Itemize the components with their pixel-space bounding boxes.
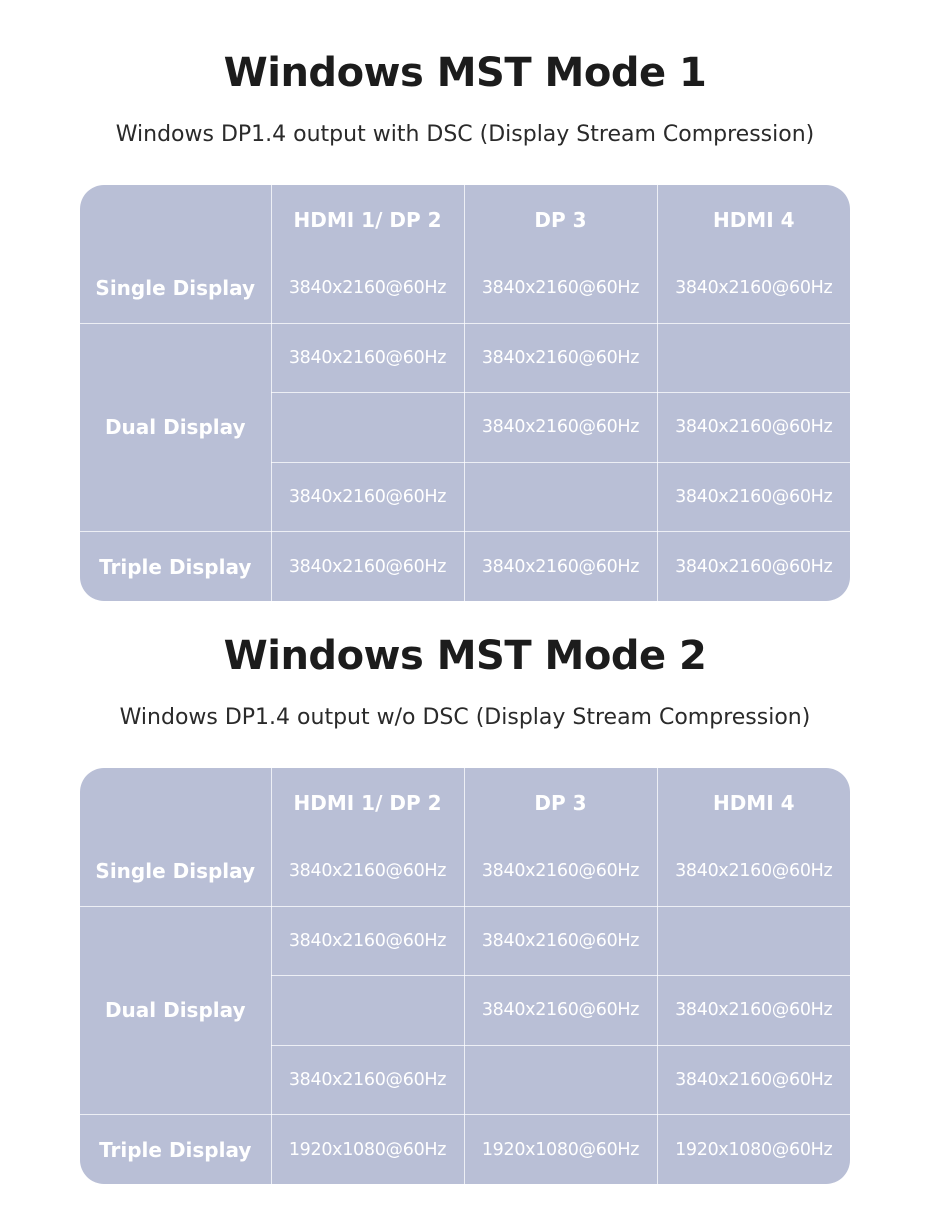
table-cell: 3840x2160@60Hz	[657, 532, 850, 601]
column-header-hdmi1-dp2: HDMI 1/ DP 2	[271, 768, 464, 837]
table-row	[80, 532, 850, 601]
table-header-row	[80, 185, 850, 254]
table-cell: 3840x2160@60Hz	[464, 976, 657, 1045]
mode-1-title: Windows MST Mode 1	[223, 50, 707, 96]
mode-2-subtitle: Windows DP1.4 output w/o DSC (Display Stream Compression)	[119, 705, 811, 730]
table-cell	[464, 1045, 657, 1114]
mode-2-title: Windows MST Mode 2	[223, 633, 707, 679]
table-cell: 3840x2160@60Hz	[657, 1045, 850, 1114]
column-header-hdmi4: HDMI 4	[657, 768, 850, 837]
table-cell: 3840x2160@60Hz	[464, 323, 657, 392]
table-cell: 1920x1080@60Hz	[464, 1115, 657, 1184]
table-cell: 3840x2160@60Hz	[271, 906, 464, 975]
table-row	[80, 837, 850, 906]
table-cell: 3840x2160@60Hz	[657, 462, 850, 531]
table-cell	[464, 462, 657, 531]
table-cell: 3840x2160@60Hz	[271, 532, 464, 601]
table-cell: 1920x1080@60Hz	[271, 1115, 464, 1184]
row-label-single-display: Single Display	[80, 254, 271, 323]
table-row	[80, 254, 850, 323]
table-cell: 3840x2160@60Hz	[464, 837, 657, 906]
table-cell: 3840x2160@60Hz	[464, 393, 657, 462]
column-header-hdmi1-dp2: HDMI 1/ DP 2	[271, 185, 464, 254]
table-cell: 3840x2160@60Hz	[271, 323, 464, 392]
corner-cell	[80, 768, 271, 837]
table-cell: 3840x2160@60Hz	[464, 906, 657, 975]
table-cell: 3840x2160@60Hz	[464, 532, 657, 601]
table-cell: 3840x2160@60Hz	[271, 462, 464, 531]
table-cell: 1920x1080@60Hz	[657, 1115, 850, 1184]
column-header-dp3: DP 3	[464, 185, 657, 254]
row-label-single-display: Single Display	[80, 837, 271, 906]
table-cell: 3840x2160@60Hz	[271, 254, 464, 323]
table-row	[80, 323, 850, 392]
table-cell	[657, 906, 850, 975]
mode-1-subtitle: Windows DP1.4 output with DSC (Display Stream Compression)	[115, 122, 815, 147]
table-cell: 3840x2160@60Hz	[657, 254, 850, 323]
table-cell	[657, 323, 850, 392]
mode-2-table	[80, 768, 850, 1184]
table-cell: 3840x2160@60Hz	[657, 837, 850, 906]
mode-1-table	[80, 185, 850, 601]
row-label-dual-display: Dual Display	[80, 906, 271, 1114]
row-label-triple-display: Triple Display	[80, 532, 271, 601]
row-label-dual-display: Dual Display	[80, 323, 271, 531]
table-row	[80, 906, 850, 975]
table-cell: 3840x2160@60Hz	[657, 976, 850, 1045]
table-cell: 3840x2160@60Hz	[271, 837, 464, 906]
table-cell: 3840x2160@60Hz	[271, 1045, 464, 1114]
column-header-hdmi4: HDMI 4	[657, 185, 850, 254]
table-cell	[271, 976, 464, 1045]
row-label-triple-display: Triple Display	[80, 1115, 271, 1184]
corner-cell	[80, 185, 271, 254]
table-header-row	[80, 768, 850, 837]
table-cell	[271, 393, 464, 462]
table-cell: 3840x2160@60Hz	[464, 254, 657, 323]
column-header-dp3: DP 3	[464, 768, 657, 837]
table-row	[80, 1115, 850, 1184]
table-cell: 3840x2160@60Hz	[657, 393, 850, 462]
